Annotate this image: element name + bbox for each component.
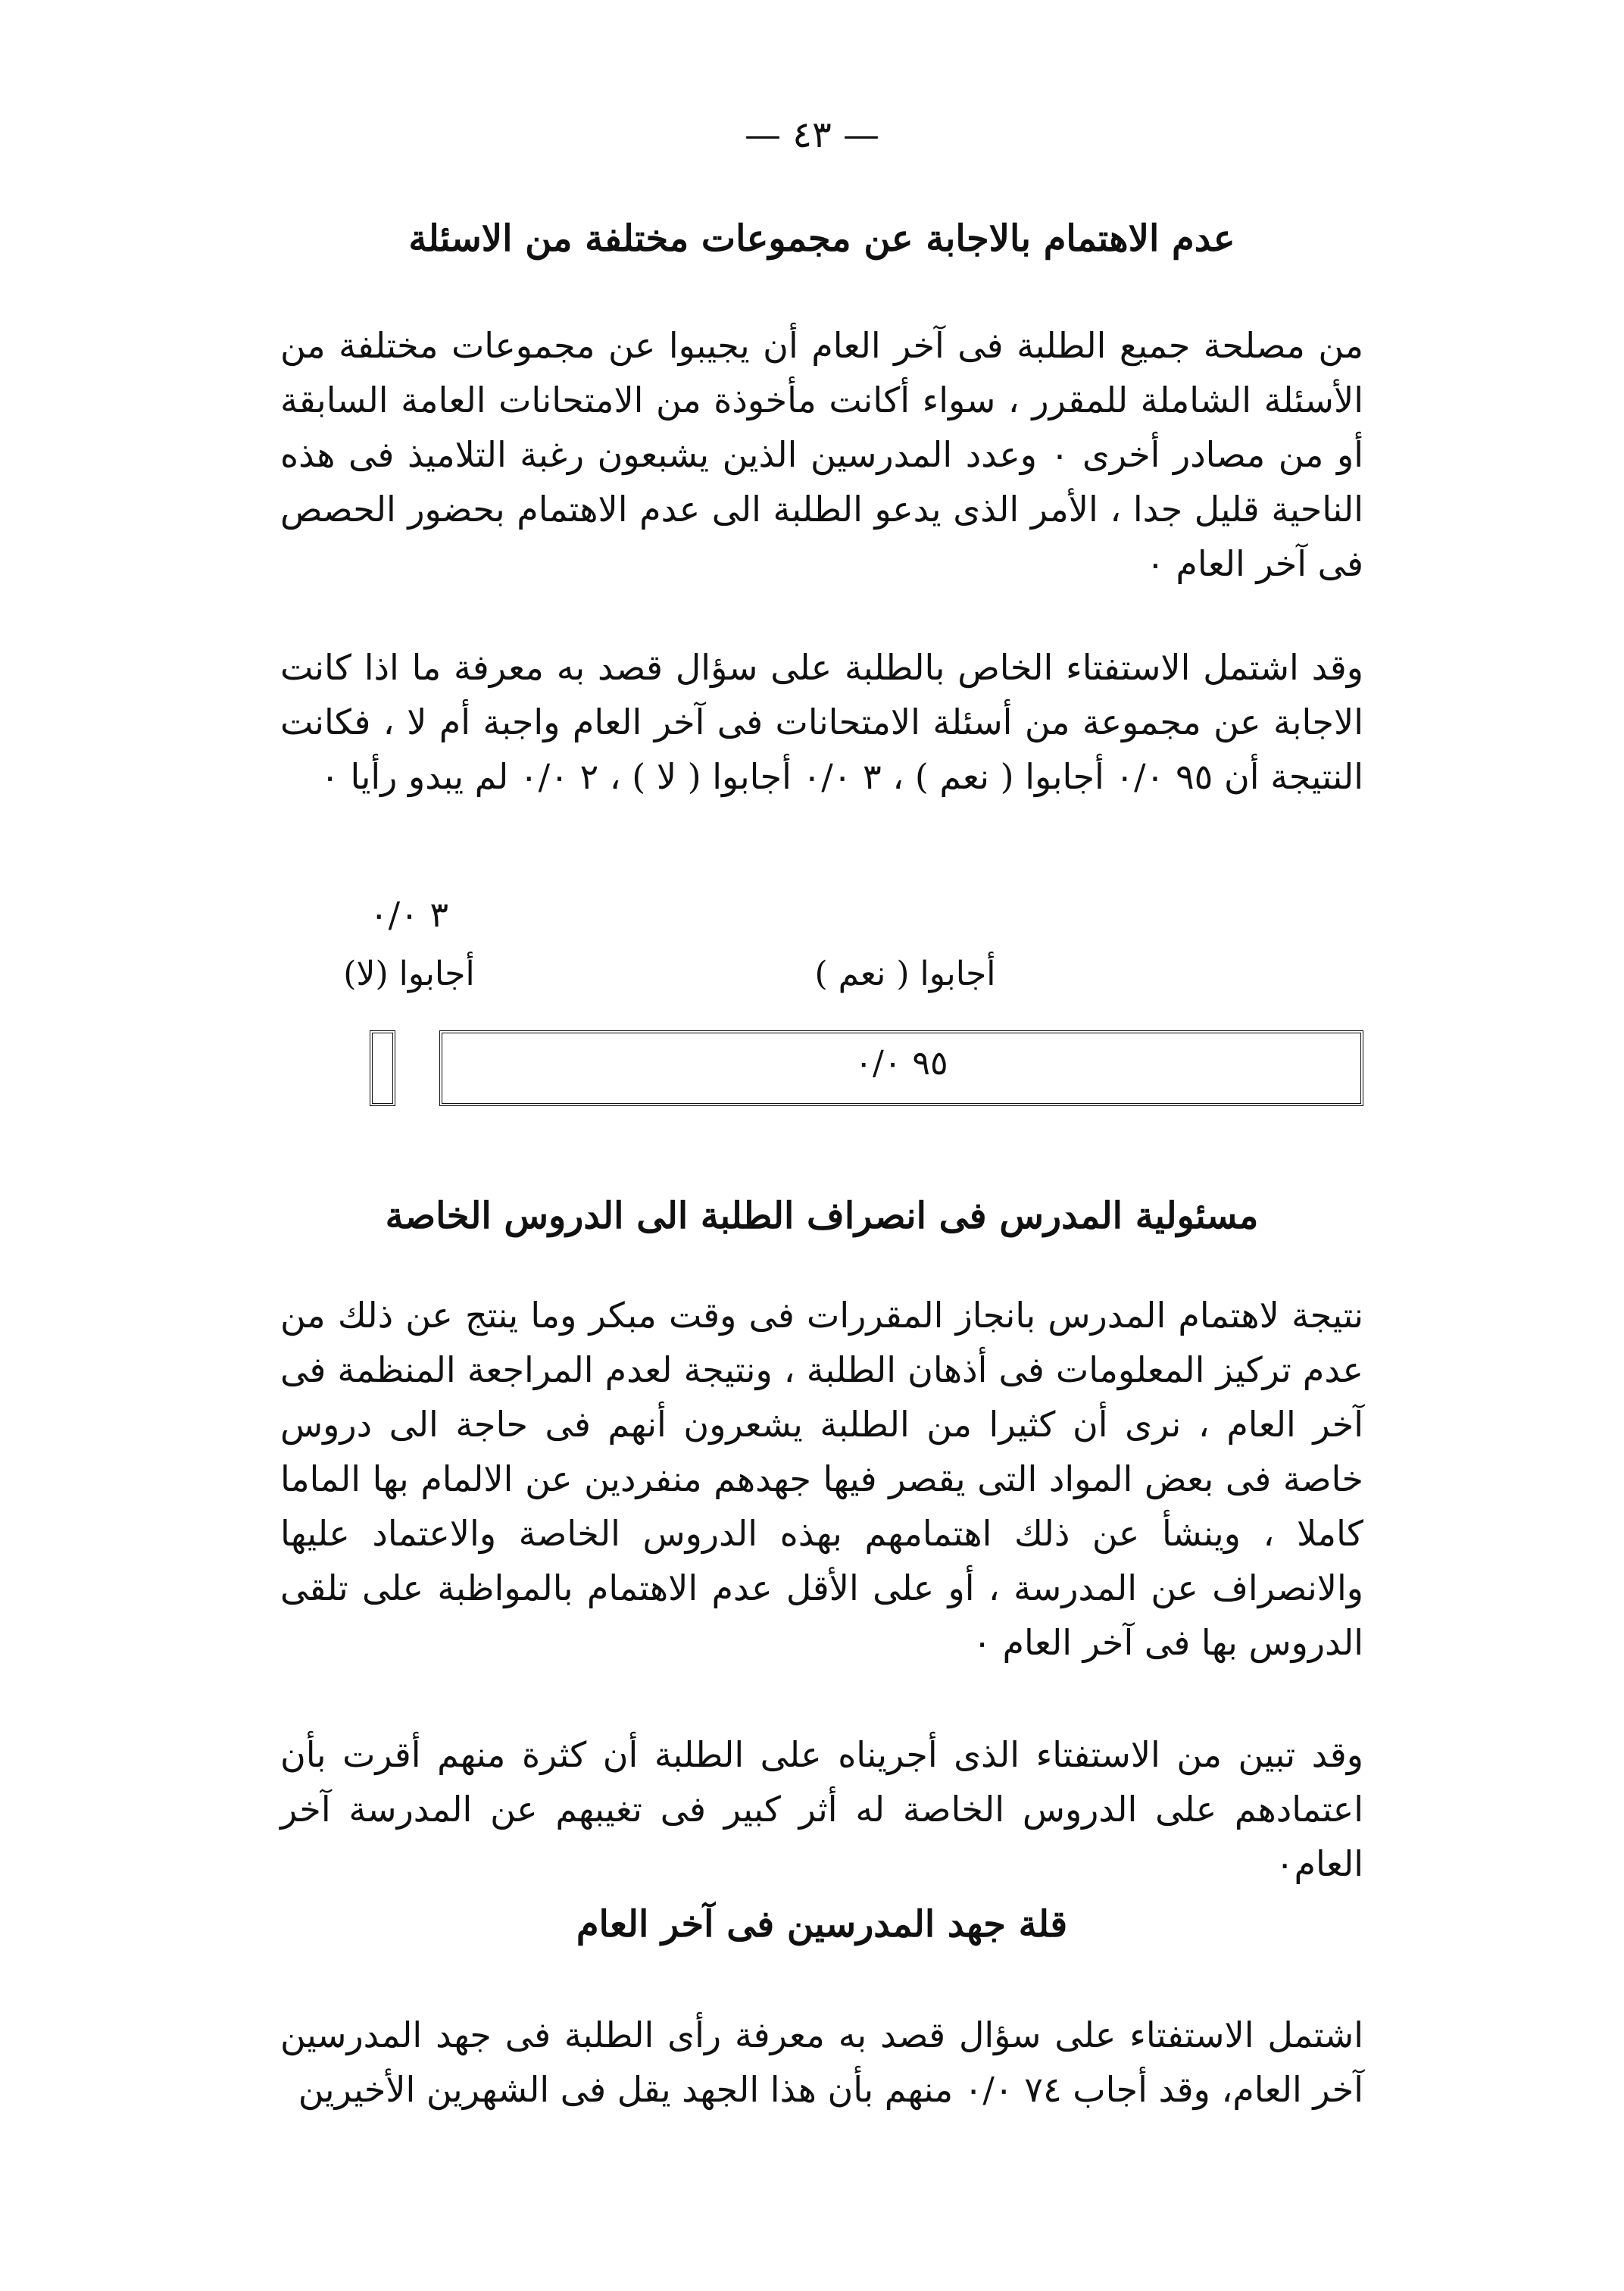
paragraph-3: نتيجة لاهتمام المدرس بانجاز المقررات فى وقت مبكر وما ينتج عن ذلك من عدم تركيز المعلومات فى أذهان الطلبة ، ونتيجة لعدم المراجعة المنظمة فى آخر العام ، نرى أن كثيرا من الطلبة يشعرون أنهم فى حاجة الى دروس خاصة فى بعض المواد التى يقصر فيها جهدهم منفردين عن الالمام بها الماما كاملا ، وينشأ عن ذلك اهتمامهم بهذه الدروس الخاصة والاعتماد عليها والانصراف عن المدرسة ، أو على الأقل عدم الاهتمام بالمواظبة على تلقى الدروس بها فى آخر العام ٠: [280, 1295, 1363, 1663]
page-number: — ٤٣ —: [744, 114, 880, 156]
section-heading-2: مسئولية المدرس فى انصراف الطلبة الى الدروس الخاصة: [385, 1195, 1259, 1237]
yes-category-label: أجابوا ( نعم ): [814, 955, 996, 993]
yes-bar: [439, 1030, 1363, 1106]
paragraph-4: وقد تبين من الاستفتاء الذى أجريناه على الطلبة أن كثرة منهم أقرت بأن اعتمادهم على الدروس الخاصة له أثر كبير فى تغيبهم عن المدرسة آخر العام٠: [280, 1734, 1363, 1884]
no-category-label: أجابوا (لا): [343, 955, 475, 993]
paragraph-1: من مصلحة جميع الطلبة فى آخر العام أن يجيبوا عن مجموعات مختلفة من الأسئلة الشاملة للمقرر ، سواء أكانت مأخوذة من الامتحانات العامة السابقة أو من مصادر أخرى ٠ وعدد المدرسين الذين يشبعون رغبة التلاميذ فى هذه الناحية قليل جدا ، الأمر الذى يدعو الطلبة الى عدم الاهتمام بحضور الحصص فى آخر العام ٠: [280, 325, 1363, 584]
section-heading-1: عدم الاهتمام بالاجابة عن مجموعات مختلفة من الاسئلة: [408, 217, 1235, 260]
yes-percentage-label: ٩٥ ٠/٠: [854, 1044, 948, 1083]
section-heading-3: قلة جهد المدرسين فى آخر العام: [576, 1903, 1068, 1946]
paragraph-2: وقد اشتمل الاستفتاء الخاص بالطلبة على سؤال قصد به معرفة ما اذا كانت الاجابة عن مجموعة من أسئلة الامتحانات فى آخر العام واجبة أم لا ، فكانت النتيجة أن ٩٥ ٠/٠ أجابوا ( نعم ) ، ٣ ٠/٠ أجابوا ( لا ) ، ٢ ٠/٠ لم يبدو رأيا ٠: [280, 647, 1363, 797]
paragraph-5: اشتمل الاستفتاء على سؤال قصد به معرفة رأى الطلبة فى جهد المدرسين آخر العام، وقد أجاب ٧٤ ٠/٠ منهم بأن هذا الجهد يقل فى الشهرين الأخيرين: [280, 2014, 1363, 2110]
no-bar: [370, 1030, 395, 1106]
no-percentage-label: ٣ ٠/٠: [369, 894, 449, 935]
survey-bar-chart: [343, 894, 1363, 1121]
